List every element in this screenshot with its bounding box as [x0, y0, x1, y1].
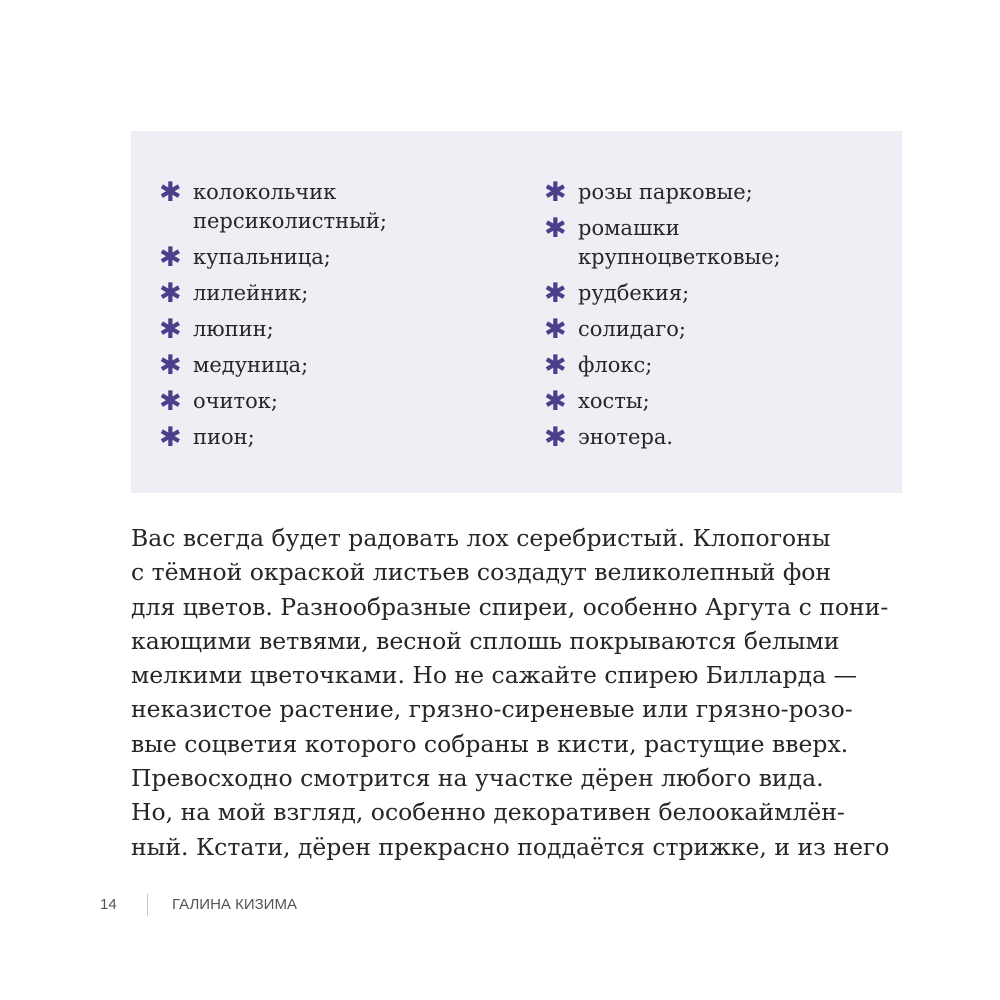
- plant-list-item: [159, 315, 409, 344]
- asterisk-icon: ✱: [159, 314, 182, 345]
- plant-list-item: [159, 243, 409, 272]
- asterisk-icon: ✱: [159, 242, 182, 273]
- plant-list-right-column: [544, 178, 804, 459]
- body-line: вые соцветия которого собраны в кисти, растущие вверх.: [131, 729, 849, 758]
- plant-name: купальница;: [193, 245, 331, 269]
- plant-name: медуница;: [193, 353, 309, 377]
- plant-name: флокс;: [578, 353, 653, 377]
- plant-name: рудбекия;: [578, 281, 690, 305]
- author-name: ГАЛИНА КИЗИМА: [172, 896, 297, 913]
- plant-list-item: [159, 279, 409, 308]
- plant-list-item: [159, 387, 409, 416]
- body-line: неказистое растение, грязно-сиреневые или грязно-розо-: [131, 695, 853, 724]
- plant-list-item: [544, 423, 804, 452]
- plant-name: лилейник;: [193, 281, 309, 305]
- asterisk-icon: ✱: [159, 386, 182, 417]
- body-line: ный. Кстати, дёрен прекрасно поддаётся стрижке, и из него: [131, 832, 890, 861]
- plant-list-item: [544, 279, 804, 308]
- plant-list-item: [159, 351, 409, 380]
- footer-divider: [147, 894, 148, 916]
- asterisk-icon: ✱: [544, 177, 567, 208]
- plant-name: ромашки крупноцветковые;: [578, 216, 781, 269]
- plant-list-item: [544, 214, 804, 272]
- asterisk-icon: ✱: [544, 213, 567, 244]
- plant-list-item: [544, 315, 804, 344]
- body-line: Превосходно смотрится на участке дёрен любого вида.: [131, 764, 824, 793]
- plant-name: колокольчик персиколистный;: [193, 180, 387, 233]
- asterisk-icon: ✱: [544, 314, 567, 345]
- asterisk-icon: ✱: [159, 177, 182, 208]
- plant-name: розы парковые;: [578, 180, 753, 204]
- plant-name: солидаго;: [578, 317, 686, 341]
- plant-list-item: [544, 178, 804, 207]
- body-line: Но, на мой взгляд, особенно декоративен белоокаймлён-: [131, 798, 845, 827]
- asterisk-icon: ✱: [159, 278, 182, 309]
- asterisk-icon: ✱: [544, 350, 567, 381]
- plant-name: люпин;: [193, 317, 274, 341]
- asterisk-icon: ✱: [544, 278, 567, 309]
- body-line: для цветов. Разнообразные спиреи, особенно Аргута с пони-: [131, 592, 889, 621]
- plant-name: очиток;: [193, 389, 278, 413]
- asterisk-icon: ✱: [544, 422, 567, 453]
- plant-list-box: [131, 131, 902, 493]
- body-line: с тёмной окраской листьев создадут великолепный фон: [131, 558, 832, 587]
- body-line: Вас всегда будет радовать лох серебристый. Клопогоны: [131, 524, 831, 552]
- page-number: 14: [100, 896, 117, 913]
- asterisk-icon: ✱: [159, 350, 182, 381]
- plant-list-item: [544, 351, 804, 380]
- page-footer: [0, 894, 1000, 918]
- plant-name: хосты;: [578, 389, 650, 413]
- asterisk-icon: ✱: [544, 386, 567, 417]
- body-paragraph: [131, 521, 911, 864]
- asterisk-icon: ✱: [159, 422, 182, 453]
- plant-list-item: [544, 387, 804, 416]
- body-line: кающими ветвями, весной сплошь покрываются белыми: [131, 626, 840, 655]
- plant-list-item: [159, 178, 409, 236]
- plant-name: энотера.: [578, 425, 674, 449]
- plant-list-item: [159, 423, 409, 452]
- plant-list-left-column: [159, 178, 409, 459]
- plant-name: пион;: [193, 425, 255, 449]
- body-line: мелкими цветочками. Но не сажайте спирею Билларда —: [131, 661, 858, 690]
